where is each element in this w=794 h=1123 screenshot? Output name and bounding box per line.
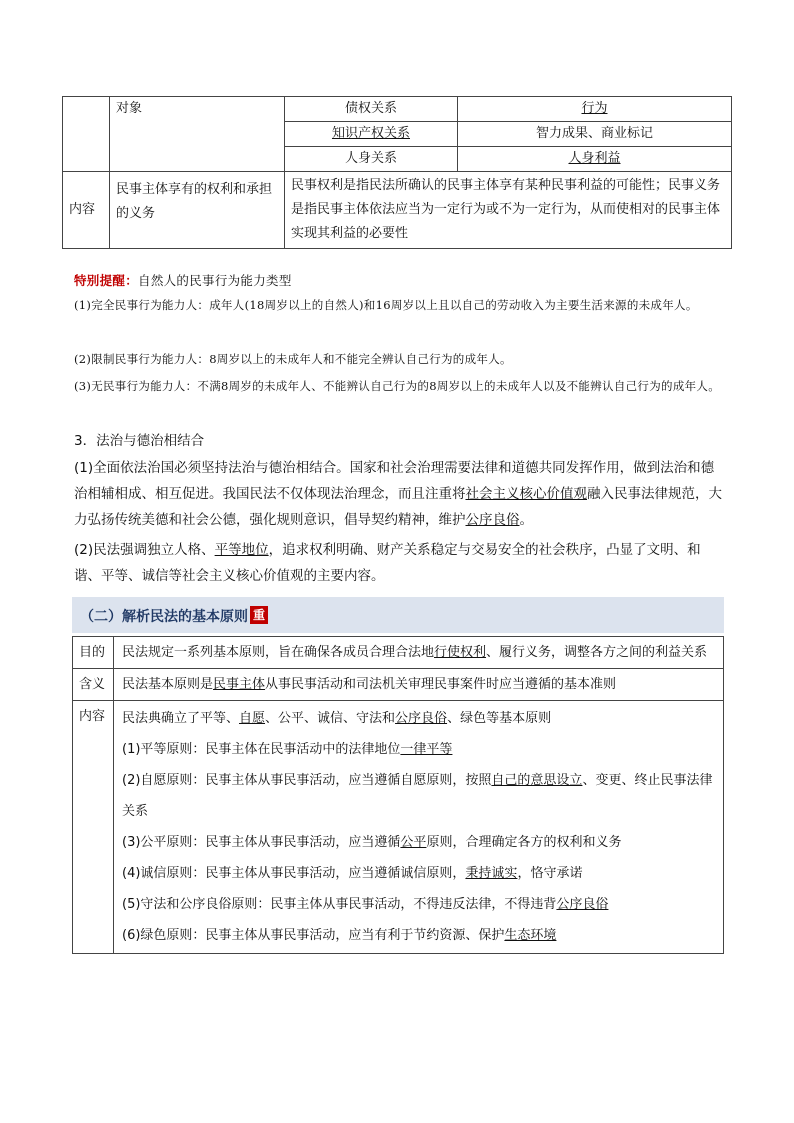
note-title: 自然人的民事行为能力类型	[138, 273, 292, 288]
section-title	[80, 606, 268, 626]
underlined-text: 平等地位	[214, 542, 269, 558]
text: ，恪守承诺	[517, 866, 583, 881]
text: 、变更、终止民事法律关系	[122, 773, 713, 819]
principles-table	[72, 636, 724, 954]
text: 原则，合理确定各方的权利和义务	[426, 835, 622, 850]
underlined-text: 自己的意思设立	[491, 773, 583, 788]
content-sub: 民事主体享有的权利和承担的义务	[110, 172, 285, 249]
text: 融入民事法律规范，大力弘扬传统美德和社会公德，强化规则意识，倡导契约精神，维护	[74, 486, 722, 528]
text: (6)绿色原则：民事主体从事民事活动，应当有利于节约资源、保护	[122, 928, 505, 943]
relation-cell: 债权关系	[285, 97, 458, 122]
underlined-text: 生态环境	[504, 928, 557, 943]
relation-object-cell: 智力成果、商业标记	[458, 122, 732, 147]
paragraph	[74, 455, 722, 533]
meaning-label: 含义	[73, 669, 114, 701]
principle-line	[122, 920, 715, 951]
object-content-table	[62, 96, 732, 249]
principle-line	[122, 765, 715, 827]
note-item: (2)限制民事行为能力人：8周岁以上的未成年人和不能完全辨认自己行为的成年人。	[74, 352, 512, 366]
underlined-text: 公序良俗	[395, 711, 448, 726]
text: (4)诚信原则：民事主体从事民事活动，应当遵循诚信原则，	[122, 866, 466, 881]
text: ，追求权利明确、财产关系稳定与交易安全的社会秩序，凸显了文明、和谐、平等、诚信等社会主义核心价值观的主要内容。	[74, 542, 701, 584]
text: 、绿色等基本原则	[447, 711, 552, 726]
underlined-text: 民事主体	[213, 677, 266, 692]
relation-object-cell: 人身利益	[458, 147, 732, 172]
note-item: (1)完全民事行为能力人：成年人(18周岁以上的自然人)和16周岁以上且以自己的劳动收入为主要生活来源的未成年人。	[74, 298, 698, 312]
underlined-text: 自愿	[239, 711, 266, 726]
key-point-badge: 重	[250, 606, 268, 624]
text: 民法规定一系列基本原则，旨在确保各成员合理合法地	[122, 645, 435, 660]
purpose-label: 目的	[73, 637, 114, 669]
underlined-text: 公序良俗	[556, 897, 609, 912]
principle-line	[122, 827, 715, 858]
underlined-text: 公序良俗	[465, 512, 520, 528]
purpose-text	[114, 637, 724, 669]
principle-line	[122, 889, 715, 920]
underlined-text: 秉持诚实	[465, 866, 518, 881]
relation-object-cell: 行为	[458, 97, 732, 122]
text: (2)自愿原则：民事主体从事民事活动，应当遵循自愿原则，按照	[122, 773, 492, 788]
note-heading	[74, 272, 726, 290]
text: (2)民法强调独立人格、	[74, 542, 215, 558]
relation-cell: 知识产权关系	[285, 122, 458, 147]
text: (5)守法和公序良俗原则：民事主体从事民事活动，不得违反法律，不得违背	[122, 897, 557, 912]
text: 、履行义务，调整各方之间的利益关系	[486, 645, 708, 660]
meaning-text	[114, 669, 724, 701]
note-label: 特别提醒：	[74, 273, 139, 288]
relation-cell: 人身关系	[285, 147, 458, 172]
principle-line	[122, 734, 715, 765]
principle-line	[122, 858, 715, 889]
text: (1)平等原则：民事主体在民事活动中的法律地位	[122, 742, 401, 757]
section-title-text: （二）解析民法的基本原则	[80, 609, 248, 625]
note-item: (3)无民事行为能力人：不满8周岁的未成年人、不能辨认自己行为的8周岁以上的未成年人以及不能辨认自己行为的成年人。	[74, 379, 721, 393]
text: 、公平、诚信、守法和	[265, 711, 396, 726]
principle-line	[122, 703, 715, 734]
underlined-text: 一律平等	[400, 742, 453, 757]
section-heading: 3．法治与德治相结合	[74, 433, 205, 449]
content-text	[114, 701, 724, 954]
content-header: 内容	[63, 172, 110, 249]
blank-cell	[63, 97, 110, 172]
object-label: 对象	[110, 97, 285, 172]
text: 从事民事活动和司法机关审理民事案件时应当遵循的基本准则	[265, 677, 617, 692]
text: 民法典确立了平等、	[122, 711, 240, 726]
text: (3)公平原则：民事主体从事民事活动，应当遵循	[122, 835, 401, 850]
paragraph	[74, 537, 722, 589]
underlined-text: 公平	[400, 835, 427, 850]
text: 民法基本原则是	[122, 677, 214, 692]
text: 。	[519, 512, 533, 528]
underlined-text: 行使权利	[434, 645, 487, 660]
underlined-text: 社会主义核心价值观	[465, 486, 587, 502]
content-label: 内容	[73, 701, 114, 954]
text: (1)全面依法治国必须坚持法治与德治相结合。国家和社会治理需要法律和道德共同发挥作用，做到法治和德治相辅相成、相互促进。我国民法不仅体现法治理念，而且注重将	[74, 460, 715, 502]
content-desc: 民事权利是指民法所确认的民事主体享有某种民事利益的可能性；民事义务是指民事主体依法应当为一定行为或不为一定行为，从而使相对的民事主体实现其利益的必要性	[285, 172, 732, 249]
